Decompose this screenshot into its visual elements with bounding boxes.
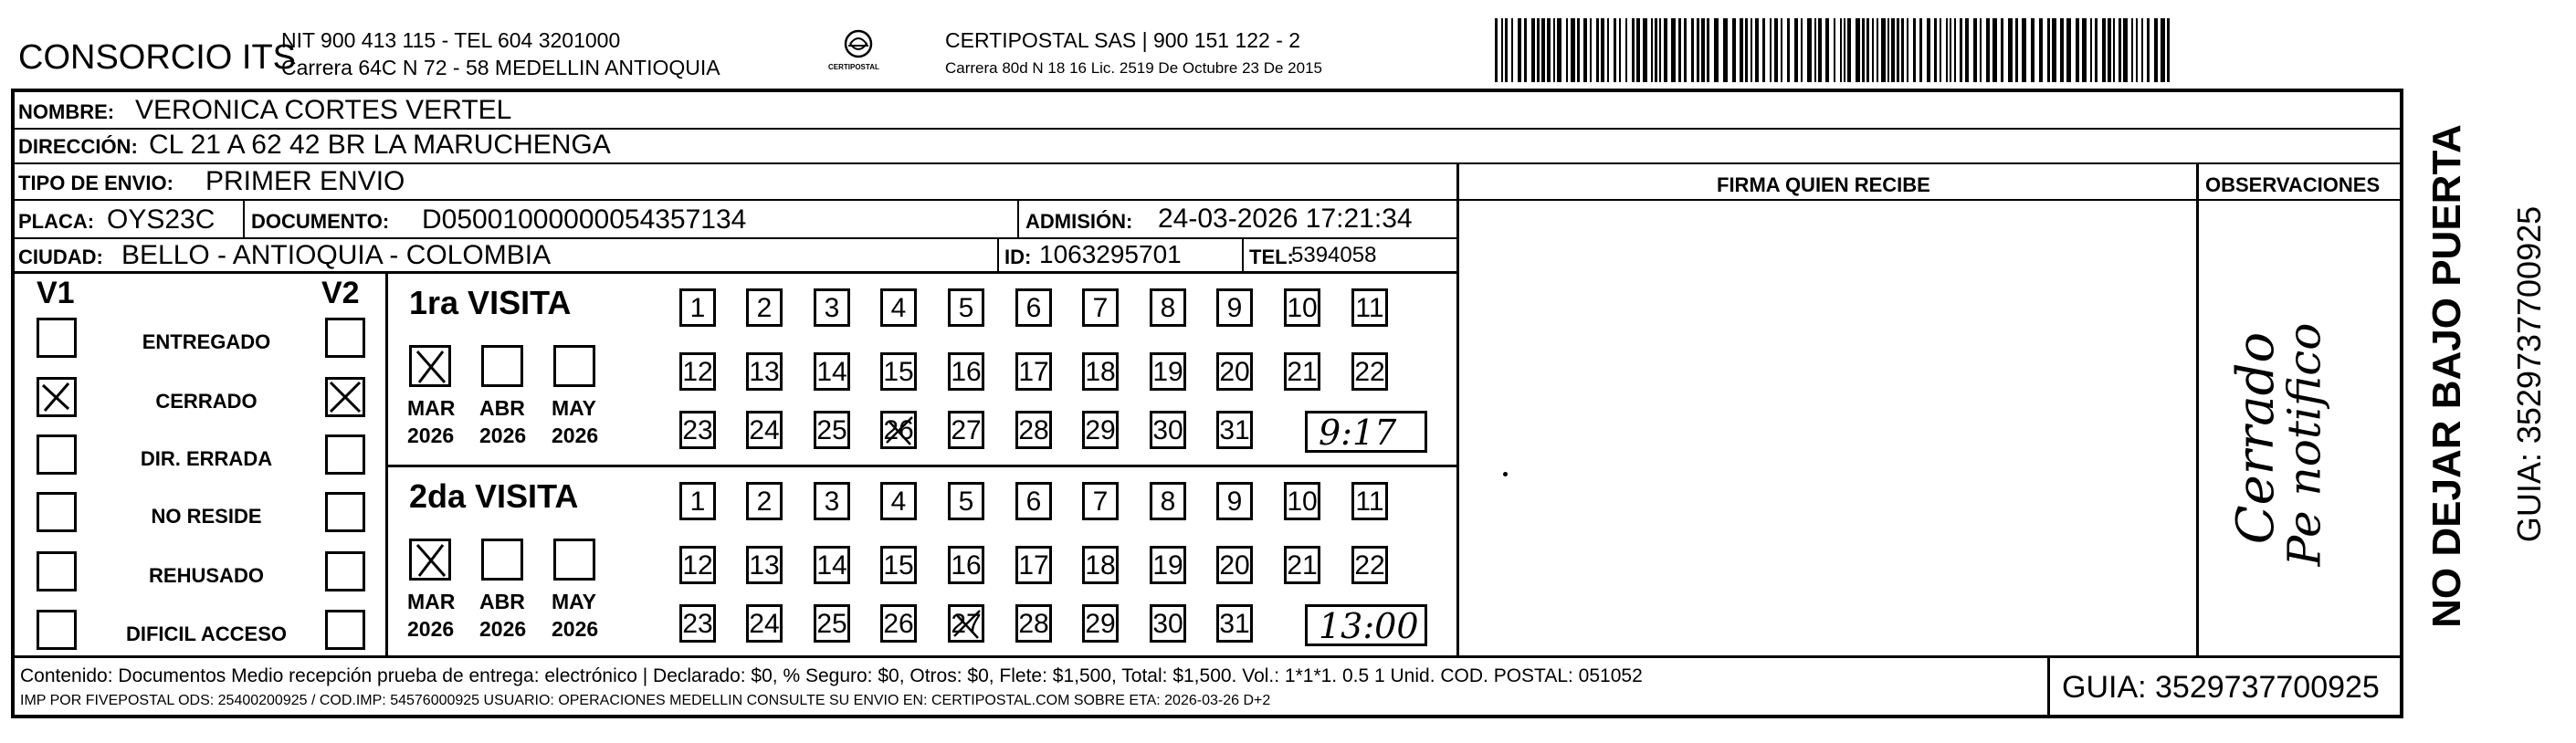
tipo-value: PRIMER ENVIO: [205, 166, 405, 196]
barcode-bar: [1664, 18, 1667, 82]
barcode-bar: [2022, 18, 2026, 82]
barcode-bar: [1541, 18, 1545, 82]
no-dejar-text: NO DEJAR BAJO PUERTA: [2424, 124, 2469, 628]
barcode-bar: [1801, 18, 1803, 82]
barcode-bar: [1787, 18, 1790, 82]
v1-checkbox[interactable]: [37, 551, 77, 591]
barcode-bar: [2141, 18, 2143, 82]
visit-time: 9:17: [1319, 413, 1397, 453]
year-label: 2026: [479, 424, 527, 447]
day-box[interactable]: 15: [880, 546, 917, 584]
day-box[interactable]: 26: [880, 604, 917, 643]
v1-checkbox[interactable]: [37, 610, 77, 650]
barcode-bar: [1537, 18, 1540, 82]
day-box[interactable]: 5: [948, 482, 984, 520]
barcode-bar: [1965, 18, 1969, 82]
day-box[interactable]: 7: [1082, 482, 1119, 520]
status-label: CERRADO: [155, 390, 258, 413]
barcode-bar: [1872, 18, 1874, 82]
visit-time: 13:00: [1319, 606, 1419, 646]
logo-text: CERTIPOSTAL: [828, 63, 879, 71]
barcode-bar: [2102, 18, 2106, 82]
day-box[interactable]: 18: [1082, 352, 1119, 391]
day-box[interactable]: 6: [1015, 288, 1052, 327]
barcode-bar: [2119, 18, 2121, 82]
barcode-bar: [1577, 18, 1580, 82]
observaciones-text-1: Cerrado: [2226, 331, 2287, 545]
firma-header: FIRMA QUIEN RECIBE: [1717, 173, 1930, 196]
barcode-bar: [1940, 18, 1941, 82]
barcode-bar: [1740, 18, 1743, 82]
barcode-bar: [1986, 18, 1990, 82]
day-box[interactable]: 3: [814, 288, 850, 327]
barcode-bar: [2001, 18, 2003, 82]
barcode-bar: [1547, 18, 1551, 82]
barcode-bar: [1980, 18, 1982, 82]
barcode-bar: [2161, 18, 2165, 82]
barcode-bar: [1919, 18, 1922, 82]
admision-label: ADMISIÓN:: [1025, 210, 1133, 233]
barcode-bar: [1973, 18, 1977, 82]
day-box[interactable]: 21: [1284, 546, 1320, 584]
barcode-bar: [1891, 18, 1895, 82]
direccion-value: CL 21 A 62 42 BR LA MARUCHENGA: [149, 130, 611, 160]
barcode-bar: [1755, 18, 1759, 82]
side-text: [2411, 119, 2548, 639]
v2-checkbox[interactable]: [325, 318, 365, 358]
day-box[interactable]: 11: [1351, 288, 1388, 327]
barcode-bar: [1840, 18, 1842, 82]
day-box[interactable]: 27: [948, 604, 984, 643]
barcode-bar: [1732, 18, 1736, 82]
day-box[interactable]: 14: [814, 546, 850, 584]
barcode-bar: [2095, 18, 2098, 82]
day-box[interactable]: 7: [1082, 288, 1119, 327]
barcode-bar: [2147, 18, 2150, 82]
barcode-bar: [1927, 18, 1930, 82]
ciudad-value: BELLO - ANTIOQUIA - COLOMBIA: [121, 240, 552, 270]
barcode-bar: [1954, 18, 1956, 82]
barcode-bar: [1505, 18, 1508, 82]
tel-label: TEL:: [1249, 246, 1294, 268]
barcode-bar: [2123, 18, 2128, 82]
v2-header: V2: [321, 276, 360, 310]
observaciones-text-2: Pe notifico: [2277, 322, 2331, 567]
side-guia-text: GUIA: 3529737700925: [2510, 205, 2548, 543]
day-box[interactable]: 9: [1216, 482, 1253, 520]
visit-title: 2da VISITA: [409, 477, 579, 515]
month-checkbox[interactable]: [481, 345, 523, 387]
day-box[interactable]: 28: [1015, 411, 1052, 449]
barcode-bar: [1881, 18, 1886, 82]
day-box[interactable]: 22: [1351, 546, 1388, 584]
barcode-bar: [1866, 18, 1869, 82]
license-line: Carrera 80d N 18 16 Lic. 2519 De Octubre 23 De 2015: [945, 59, 1322, 77]
ciudad-label: CIUDAD:: [18, 246, 103, 268]
month-label: MAR: [407, 590, 456, 613]
barcode-bar: [1814, 18, 1816, 82]
strike-mark-icon: [883, 413, 916, 448]
day-box[interactable]: 28: [1015, 604, 1052, 643]
barcode-bar: [1557, 18, 1561, 82]
day-box[interactable]: 21: [1284, 352, 1320, 391]
day-box[interactable]: 18: [1082, 546, 1119, 584]
id-label: ID:: [1004, 246, 1032, 268]
barcode-bar: [1934, 18, 1937, 82]
barcode-bar: [1950, 18, 1951, 82]
barcode-bar: [1723, 18, 1728, 82]
status-label: NO RESIDE: [151, 505, 262, 528]
company-name: CONSORCIO ITS: [18, 38, 297, 77]
content-line: Contenido: Documentos Medio recepción prueba de entrega: electrónico | Declarado: $0, % Seguro: $0, Otros: $0, Flete: $1,500, Total: $1,500. Vol.: 1*1*1. 0.5 1 Unid. COD. POSTAL: 051052: [20, 665, 1643, 686]
barcode-bar: [1770, 18, 1772, 82]
barcode-bar: [1501, 18, 1503, 82]
barcode-bar: [1781, 18, 1782, 82]
v1-checkbox[interactable]: [37, 318, 77, 358]
barcode-bar: [1834, 18, 1835, 82]
barcode-bar: [1566, 18, 1568, 82]
day-box[interactable]: 2: [746, 288, 783, 327]
day-box[interactable]: 12: [679, 546, 716, 584]
month-label: ABR: [479, 396, 525, 420]
day-box[interactable]: 22: [1351, 352, 1388, 391]
barcode-bar: [1625, 18, 1627, 82]
v1-checkbox[interactable]: [37, 434, 77, 475]
barcode-bar: [1901, 18, 1904, 82]
day-box[interactable]: 12: [679, 352, 716, 391]
barcode-bar: [2090, 18, 2092, 82]
year-label: 2026: [407, 617, 455, 641]
barcode-bar: [1751, 18, 1752, 82]
barcode-bar: [1887, 18, 1889, 82]
month-label: MAY: [552, 396, 596, 420]
x-mark-icon: [39, 380, 74, 414]
day-box[interactable]: 8: [1150, 288, 1186, 327]
day-box[interactable]: 14: [814, 352, 850, 391]
barcode-bar: [1856, 18, 1860, 82]
v2-checkbox[interactable]: [325, 610, 365, 650]
barcode-bar: [1897, 18, 1899, 82]
barcode-bar: [1655, 18, 1657, 82]
barcode-bar: [1636, 18, 1640, 82]
barcode-bar: [2047, 18, 2050, 82]
barcode-bar: [1524, 18, 1527, 82]
barcode-bar: [1691, 18, 1694, 82]
day-box[interactable]: 25: [814, 604, 850, 643]
barcode-bar: [2039, 18, 2043, 82]
barcode-bar: [1697, 18, 1699, 82]
barcode-bar: [1913, 18, 1916, 82]
day-box[interactable]: 19: [1150, 546, 1186, 584]
barcode-bar: [2052, 18, 2056, 82]
barcode-bar: [2076, 18, 2079, 82]
day-box[interactable]: 20: [1216, 546, 1253, 584]
v1-checkbox[interactable]: [37, 377, 77, 417]
barcode-bar: [1762, 18, 1765, 82]
barcode-bar: [2082, 18, 2087, 82]
barcode-bar: [1671, 18, 1676, 82]
visit-title: 1ra VISITA: [409, 284, 572, 321]
barcode-bar: [1651, 18, 1653, 82]
barcode-bar: [2154, 18, 2158, 82]
id-value: 1063295701: [1039, 240, 1182, 268]
nit-line: NIT 900 413 115 - TEL 604 3201000: [281, 28, 621, 52]
barcode-bar: [2031, 18, 2035, 82]
day-box[interactable]: 9: [1216, 288, 1253, 327]
barcode-bar: [1531, 18, 1535, 82]
barcode-bar: [2108, 18, 2111, 82]
day-box[interactable]: 6: [1015, 482, 1052, 520]
barcode-bar: [1701, 18, 1705, 82]
barcode-bar: [2060, 18, 2064, 82]
barcode-bar: [1619, 18, 1621, 82]
day-box[interactable]: 29: [1082, 411, 1119, 449]
nombre-value: VERONICA CORTES VERTEL: [135, 95, 512, 125]
v1-checkbox[interactable]: [37, 492, 77, 532]
tipo-label: TIPO DE ENVIO:: [18, 172, 173, 194]
observaciones-header: OBSERVACIONES: [2205, 173, 2381, 196]
barcode-bar: [1571, 18, 1575, 82]
x-mark-icon: [328, 380, 363, 414]
tel-value: 5394058: [1291, 243, 1377, 267]
status-label: ENTREGADO: [142, 330, 271, 353]
day-box[interactable]: 23: [679, 604, 716, 643]
barcode-bar: [1684, 18, 1687, 82]
barcode-bar: [1844, 18, 1845, 82]
barcode-bar: [2015, 18, 2018, 82]
barcode-bar: [1607, 18, 1609, 82]
barcode: [1495, 18, 2180, 82]
status-label: REHUSADO: [149, 564, 264, 587]
footer-guia: GUIA: 3529737700925: [2062, 670, 2380, 705]
day-box[interactable]: 30: [1150, 604, 1186, 643]
day-box[interactable]: 26: [880, 411, 917, 449]
barcode-bar: [2131, 18, 2133, 82]
day-box[interactable]: 10: [1284, 482, 1320, 520]
day-box[interactable]: 4: [880, 482, 917, 520]
day-box[interactable]: 16: [948, 546, 984, 584]
barcode-bar: [2113, 18, 2115, 82]
barcode-bar: [1553, 18, 1555, 82]
signature-area[interactable]: [1461, 203, 2192, 654]
day-box[interactable]: 30: [1150, 411, 1186, 449]
day-box[interactable]: 29: [1082, 604, 1119, 643]
x-mark-icon: [412, 348, 448, 384]
day-box[interactable]: 2: [746, 482, 783, 520]
observaciones-area: [2201, 203, 2398, 654]
month-label: MAY: [552, 590, 596, 613]
day-box[interactable]: 23: [679, 411, 716, 449]
barcode-bar: [1511, 18, 1513, 82]
barcode-bar: [1614, 18, 1616, 82]
barcode-bar: [1992, 18, 1997, 82]
v2-checkbox[interactable]: [325, 434, 365, 475]
month-label: ABR: [479, 590, 525, 613]
barcode-bar: [1495, 18, 1498, 82]
barcode-bar: [1807, 18, 1812, 82]
barcode-bar: [1946, 18, 1948, 82]
barcode-bar: [2167, 18, 2170, 82]
status-label: DIFICIL ACCESO: [125, 623, 287, 645]
barcode-bar: [1907, 18, 1908, 82]
barcode-bar: [2008, 18, 2013, 82]
v2-checkbox[interactable]: [325, 377, 365, 417]
certipostal-logo: [826, 27, 890, 78]
day-box[interactable]: 1: [679, 482, 716, 520]
day-box[interactable]: 11: [1351, 482, 1388, 520]
barcode-bar: [1745, 18, 1748, 82]
month-label: MAR: [407, 396, 456, 420]
day-box[interactable]: 24: [746, 411, 783, 449]
day-box[interactable]: 19: [1150, 352, 1186, 391]
barcode-bar: [1678, 18, 1681, 82]
barcode-bar: [1590, 18, 1592, 82]
day-box[interactable]: 25: [814, 411, 850, 449]
barcode-bar: [1877, 18, 1878, 82]
admision-value: 24-03-2026 17:21:34: [1158, 204, 1413, 234]
barcode-bar: [1960, 18, 1962, 82]
v1-header: V1: [37, 276, 75, 310]
certipostal-line: CERTIPOSTAL SAS | 900 151 122 - 2: [945, 28, 1301, 52]
day-box[interactable]: 13: [746, 546, 783, 584]
day-box[interactable]: 1: [679, 288, 716, 327]
day-box[interactable]: 16: [948, 352, 984, 391]
barcode-bar: [1707, 18, 1709, 82]
day-box[interactable]: 15: [880, 352, 917, 391]
year-label: 2026: [552, 424, 599, 447]
day-box[interactable]: 4: [880, 288, 917, 327]
documento-label: DOCUMENTO:: [251, 210, 390, 233]
barcode-bar: [1632, 18, 1635, 82]
barcode-bar: [1847, 18, 1851, 82]
barcode-bar: [1825, 18, 1829, 82]
month-checkbox[interactable]: [553, 345, 595, 387]
day-box[interactable]: 13: [746, 352, 783, 391]
v2-checkbox[interactable]: [325, 492, 365, 532]
barcode-bar: [1774, 18, 1778, 82]
time-box[interactable]: [1305, 411, 1427, 453]
day-box[interactable]: 3: [814, 482, 850, 520]
placa-label: PLACA:: [18, 210, 95, 233]
month-checkbox[interactable]: [481, 539, 523, 581]
address-line: Carrera 64C N 72 - 58 MEDELLIN ANTIOQUIA: [281, 56, 720, 79]
barcode-bar: [1862, 18, 1865, 82]
status-label: DIR. ERRADA: [140, 447, 273, 470]
barcode-bar: [2136, 18, 2138, 82]
day-box[interactable]: 24: [746, 604, 783, 643]
barcode-bar: [1714, 18, 1719, 82]
day-box[interactable]: 20: [1216, 352, 1253, 391]
barcode-bar: [1583, 18, 1587, 82]
barcode-bar: [1596, 18, 1599, 82]
day-box[interactable]: 8: [1150, 482, 1186, 520]
x-mark-icon: [412, 541, 448, 578]
time-box[interactable]: [1305, 604, 1427, 646]
day-box[interactable]: 5: [948, 288, 984, 327]
day-box[interactable]: 31: [1216, 411, 1253, 449]
barcode-bar: [2066, 18, 2071, 82]
day-box[interactable]: 17: [1015, 546, 1052, 584]
imp-line: IMP POR FIVEPOSTAL ODS: 25400200925 / COD.IMP: 54576000925 USUARIO: OPERACIONES MEDELLIN CONSULTE SU ENVIO EN: CERTIPOSTAL.COM SOBRE ETA: 2026-03-26 D+2: [20, 693, 1271, 708]
month-checkbox[interactable]: [409, 539, 451, 581]
year-label: 2026: [479, 617, 527, 641]
day-box[interactable]: 31: [1216, 604, 1253, 643]
barcode-bar: [1659, 18, 1661, 82]
barcode-bar: [1794, 18, 1798, 82]
direccion-label: DIRECCIÓN:: [18, 135, 138, 158]
year-label: 2026: [552, 617, 599, 641]
day-box[interactable]: 17: [1015, 352, 1052, 391]
barcode-bar: [1601, 18, 1604, 82]
barcode-bar: [1643, 18, 1647, 82]
v2-checkbox[interactable]: [325, 551, 365, 591]
day-box[interactable]: 10: [1284, 288, 1320, 327]
strike-mark-icon: [951, 607, 983, 642]
barcode-bar: [1818, 18, 1822, 82]
month-checkbox[interactable]: [553, 539, 595, 581]
documento-value: D05001000000054357134: [422, 204, 747, 235]
placa-value: OYS23C: [107, 204, 216, 235]
nombre-label: NOMBRE:: [18, 100, 115, 123]
day-box[interactable]: 27: [948, 411, 984, 449]
barcode-bar: [1518, 18, 1521, 82]
month-checkbox[interactable]: [409, 345, 451, 387]
year-label: 2026: [407, 424, 455, 447]
